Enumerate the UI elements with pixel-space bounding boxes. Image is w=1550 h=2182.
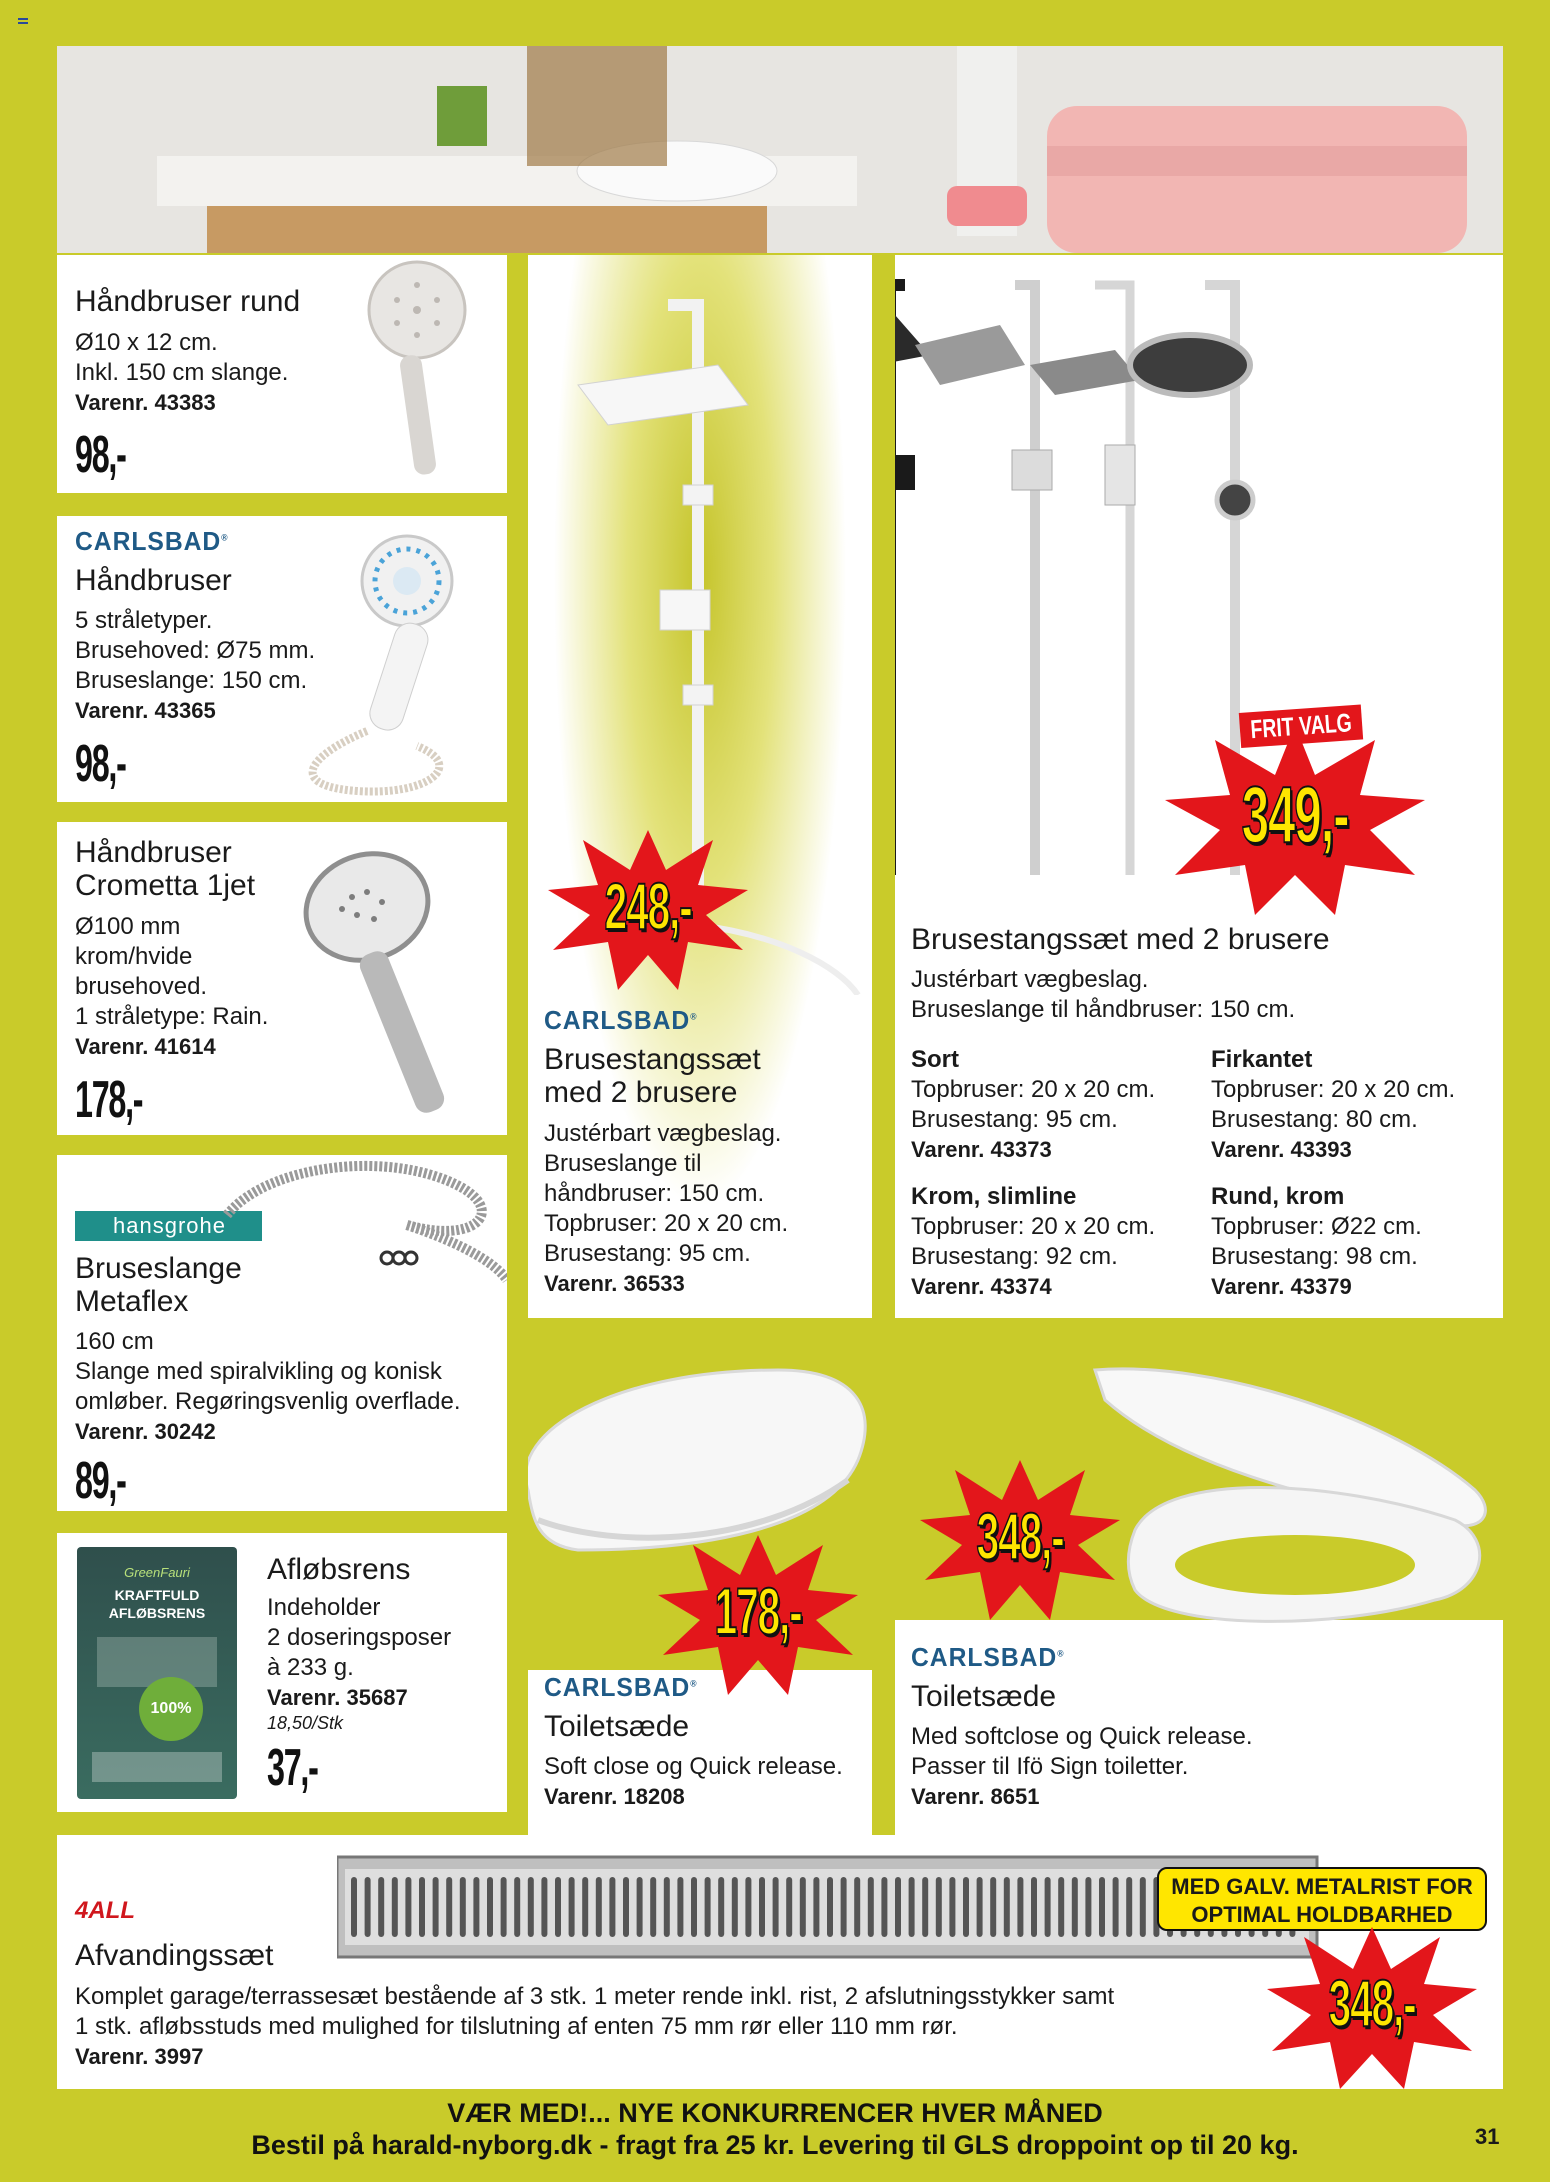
product-title: Afvandingssæt <box>75 1939 274 1972</box>
grate-slot <box>664 1877 670 1937</box>
variant-line: Brusestang: 98 cm. <box>1211 1243 1418 1270</box>
variant-name: Sort <box>911 1046 959 1073</box>
product-line: Justérbart vægbeslag. <box>911 966 1149 993</box>
product-title: med 2 brusere <box>544 1076 738 1109</box>
price-burst <box>658 1535 858 1695</box>
grate-slot <box>365 1877 371 1937</box>
package-line: AFLØBSRENS <box>108 1605 206 1621</box>
variant-varenr: Varenr. 43373 <box>911 1137 1052 1162</box>
footer-shipping-info: Bestil på harald-nyborg.dk - fragt fra 25 kr. Levering til GLS droppoint op til 20 kg. <box>251 2130 1299 2160</box>
grate-slot <box>773 1877 779 1937</box>
variant-varenr: Varenr. 43393 <box>1211 1137 1352 1162</box>
menu-icon[interactable] <box>18 18 28 26</box>
product-title: Håndbruser rund <box>75 285 301 318</box>
variant-varenr: Varenr. 43374 <box>911 1274 1052 1299</box>
grate-slot <box>1058 1877 1064 1937</box>
product-varenr: Varenr. 41614 <box>75 1034 216 1059</box>
product-title: Brusestangssæt <box>544 1043 761 1076</box>
product-varenr: Varenr. 36533 <box>544 1271 685 1296</box>
package-brand: GreenFauri <box>124 1565 190 1580</box>
variant-name: Firkantet <box>1211 1046 1313 1073</box>
grate-slot <box>650 1877 656 1937</box>
product-line: Brusehoved: Ø75 mm. <box>75 637 316 664</box>
grate-slot <box>1085 1877 1091 1937</box>
product-line: Bruseslange til håndbruser: 150 cm. <box>911 996 1296 1023</box>
grate-slot <box>419 1877 425 1937</box>
grate-slot <box>827 1877 833 1937</box>
product-line: 1 stråletype: Rain. <box>75 1003 269 1030</box>
grate-slot <box>977 1877 983 1937</box>
variant-line: Brusestang: 92 cm. <box>911 1243 1118 1270</box>
grate-slot <box>800 1877 806 1937</box>
grate-slot <box>596 1877 602 1937</box>
product-bruseslange-metaflex <box>57 1155 507 1511</box>
grate-slot <box>705 1877 711 1937</box>
grate-slot <box>732 1877 738 1937</box>
variant-name: Rund, krom <box>1211 1183 1345 1210</box>
grate-slot <box>1004 1877 1010 1937</box>
grate-slot <box>841 1877 847 1937</box>
grate-slot <box>351 1877 357 1937</box>
toilet-seat-open-image <box>1075 1360 1495 1650</box>
product-title: Brusestangssæt med 2 brusere <box>911 923 1330 956</box>
product-price: 98,- <box>75 426 126 484</box>
grate-slot <box>392 1877 398 1937</box>
product-varenr: Varenr. 3997 <box>75 2044 204 2069</box>
product-afvandingssaet <box>57 1835 1503 2089</box>
product-title: Toiletsæde <box>911 1680 1057 1713</box>
product-title: Afløbsrens <box>267 1553 411 1586</box>
hero-illustration <box>57 46 1503 253</box>
product-price: 349,- <box>1241 770 1349 859</box>
product-varenr: Varenr. 30242 <box>75 1419 216 1444</box>
product-line: krom/hvide <box>75 943 193 970</box>
variant-line: Topbruser: Ø22 cm. <box>1211 1213 1422 1240</box>
grate-slot <box>691 1877 697 1937</box>
package-line: KRAFTFULD <box>114 1587 200 1603</box>
product-title: Håndbruser <box>75 836 232 869</box>
grate-slot <box>405 1877 411 1937</box>
grate-slot <box>473 1877 479 1937</box>
product-line: 5 stråletyper. <box>75 607 213 634</box>
product-line: Bruseslange: 150 cm. <box>75 667 308 694</box>
product-title: Bruseslange <box>75 1252 242 1285</box>
grate-slot <box>1045 1877 1051 1937</box>
product-varenr: Varenr. 35687 <box>267 1685 408 1710</box>
badge-line: OPTIMAL HOLDBARHED <box>1191 1902 1453 1927</box>
hand-shower-image <box>267 526 507 801</box>
variant-line: Topbruser: 20 x 20 cm. <box>911 1076 1156 1103</box>
product-price: 178,- <box>714 1574 802 1648</box>
variant-line: Brusestang: 80 cm. <box>1211 1106 1418 1133</box>
price-burst <box>548 830 748 990</box>
grate-slot <box>909 1877 915 1937</box>
product-line: Brusestang: 95 cm. <box>544 1240 751 1267</box>
grate-slot <box>854 1877 860 1937</box>
variant-firkantet <box>1211 1045 1501 1165</box>
product-title: Håndbruser <box>75 564 232 597</box>
product-toiletsaede-18208 <box>528 1320 872 1835</box>
grate-slot <box>1099 1877 1105 1937</box>
grate-slot <box>677 1877 683 1937</box>
grate-slot <box>541 1877 547 1937</box>
variant-rund-krom <box>1211 1182 1501 1302</box>
product-haandbruser-carlsbad <box>57 516 507 802</box>
product-brusestangssaet-hvid <box>528 255 872 1318</box>
grate-slot <box>378 1877 384 1937</box>
product-line: Inkl. 150 cm slange. <box>75 359 289 386</box>
crometta-shower-image <box>292 847 502 1132</box>
product-line: Soft close og Quick release. <box>544 1753 843 1780</box>
product-line: Med softclose og Quick release. <box>911 1723 1253 1750</box>
brand-logo: 4ALL <box>75 1897 135 1924</box>
product-title: Toiletsæde <box>544 1710 690 1743</box>
grate-slot <box>637 1877 643 1937</box>
grate-slot <box>514 1877 520 1937</box>
product-afloebsrens <box>57 1533 507 1812</box>
unit-price: 18,50/Stk <box>267 1713 344 1733</box>
product-price: 248,- <box>604 869 692 943</box>
product-toiletsaede-8651 <box>895 1320 1503 1835</box>
product-line: 160 cm <box>75 1328 154 1355</box>
product-line: Ø100 mm <box>75 913 181 940</box>
brand-logo: hansgrohe <box>75 1211 262 1241</box>
grate-slot <box>936 1877 942 1937</box>
variant-varenr: Varenr. 43379 <box>1211 1274 1352 1299</box>
page-number: 31 <box>1475 2124 1500 2149</box>
grate-slot <box>813 1877 819 1937</box>
product-price: 178,- <box>75 1071 143 1129</box>
footer-headline: VÆR MED!... NYE KONKURRENCER HVER MÅNED <box>447 2098 1103 2128</box>
product-line: brusehoved. <box>75 973 208 1000</box>
leaf-badge: 100% <box>139 1677 203 1741</box>
brand-logo: CARLSBAD® <box>544 1005 698 1035</box>
shower-head-image <box>337 255 497 485</box>
product-title: Crometta 1jet <box>75 869 256 902</box>
product-haandbruser-rund <box>57 255 507 493</box>
product-varenr: Varenr. 8651 <box>911 1784 1040 1809</box>
product-line: Indeholder <box>267 1594 381 1621</box>
product-title: Metaflex <box>75 1285 189 1318</box>
product-line: Justérbart vægbeslag. <box>544 1120 782 1147</box>
variant-line: Topbruser: 20 x 20 cm. <box>911 1213 1156 1240</box>
brand-logo: CARLSBAD® <box>75 526 229 556</box>
product-line: håndbruser: 150 cm. <box>544 1180 765 1207</box>
product-crometta <box>57 822 507 1135</box>
product-line: à 233 g. <box>267 1654 354 1681</box>
product-line: omløber. Regøringsvenlig overflade. <box>75 1388 461 1415</box>
grate-slot <box>582 1877 588 1937</box>
afloebsrens-package <box>77 1547 237 1799</box>
grate-slot <box>501 1877 507 1937</box>
grate-slot <box>1017 1877 1023 1937</box>
grate-slot <box>460 1877 466 1937</box>
product-line: Bruseslange til <box>544 1150 702 1177</box>
product-line: Topbruser: 20 x 20 cm. <box>544 1210 789 1237</box>
grate-slot <box>609 1877 615 1937</box>
grate-slot <box>487 1877 493 1937</box>
variant-sort <box>911 1045 1201 1165</box>
feature-badge <box>1157 1867 1487 1931</box>
price-burst <box>920 1460 1120 1620</box>
product-varenr: Varenr. 43365 <box>75 698 216 723</box>
hero-image <box>57 46 1503 253</box>
product-line: 2 doseringsposer <box>267 1624 452 1651</box>
brand-logo: CARLSBAD® <box>544 1672 698 1702</box>
grate-slot <box>786 1877 792 1937</box>
product-price: 98,- <box>75 735 126 793</box>
grate-slot <box>990 1877 996 1937</box>
product-line: Passer til Ifö Sign toiletter. <box>911 1753 1189 1780</box>
grate-slot <box>433 1877 439 1937</box>
product-price: 89,- <box>75 1452 126 1510</box>
product-price: 37,- <box>267 1739 318 1797</box>
grate-slot <box>895 1877 901 1937</box>
frit-valg-label: FRIT VALG <box>1239 705 1364 748</box>
brand-logo: CARLSBAD® <box>911 1642 1065 1672</box>
product-varenr: Varenr. 43383 <box>75 390 216 415</box>
grate-slot <box>922 1877 928 1937</box>
grate-slot <box>569 1877 575 1937</box>
grate-slot <box>1031 1877 1037 1937</box>
hose-image <box>207 1155 507 1295</box>
grate-slot <box>881 1877 887 1937</box>
grate-slot <box>1113 1877 1119 1937</box>
product-brusestangssaet-varianter <box>895 255 1503 1318</box>
product-line: Slange med spiralvikling og konisk <box>75 1358 442 1385</box>
product-varenr: Varenr. 18208 <box>544 1784 685 1809</box>
variant-line: Topbruser: 20 x 20 cm. <box>1211 1076 1456 1103</box>
grate-slot <box>745 1877 751 1937</box>
product-line: Ø10 x 12 cm. <box>75 329 218 356</box>
product-price: 348,- <box>976 1499 1064 1573</box>
variant-line: Brusestang: 95 cm. <box>911 1106 1118 1133</box>
grate-slot <box>623 1877 629 1937</box>
grate-slot <box>446 1877 452 1937</box>
grate-slot <box>963 1877 969 1937</box>
product-price: 348,- <box>1328 1966 1416 2040</box>
grate-slot <box>1126 1877 1132 1937</box>
grate-slot <box>718 1877 724 1937</box>
grate-slot <box>555 1877 561 1937</box>
price-burst <box>1267 1927 1477 2089</box>
variant-krom-slimline <box>911 1182 1201 1302</box>
variant-name: Krom, slimline <box>911 1183 1077 1210</box>
price-burst <box>1165 725 1425 915</box>
grate-slot <box>1140 1877 1146 1937</box>
product-line: 1 stk. afløbsstuds med mulighed for tilslutning af enten 75 mm rør eller 110 mm rør. <box>75 2013 958 2040</box>
grate-slot <box>528 1877 534 1937</box>
grate-slot <box>759 1877 765 1937</box>
product-line: Komplet garage/terrassesæt bestående af 3 stk. 1 meter rende inkl. rist, 2 afslutningsstykker samt <box>75 1983 1115 2010</box>
grate-slot <box>949 1877 955 1937</box>
grate-slot <box>868 1877 874 1937</box>
grate-slot <box>1072 1877 1078 1937</box>
badge-line: MED GALV. METALRIST FOR <box>1171 1874 1473 1899</box>
